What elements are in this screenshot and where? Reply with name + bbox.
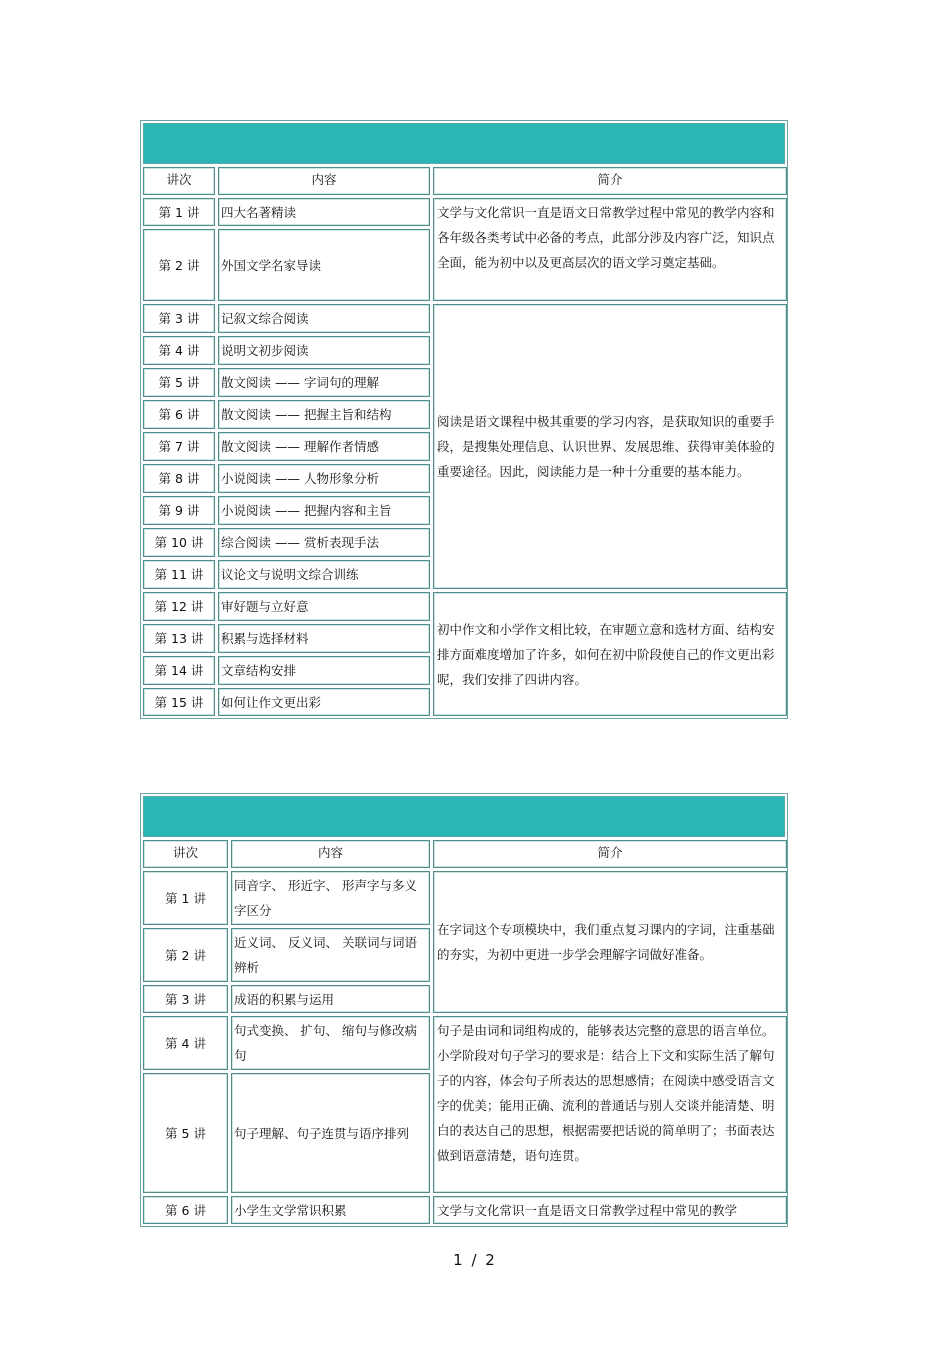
table-row-num: 第 14 讲 [143,656,215,685]
table-row-num: 第 15 讲 [143,688,215,716]
table-row-num: 第 2 讲 [143,229,215,301]
table-row-content: 散文阅读 —— 把握主旨和结构 [218,400,430,429]
table-row-num: 第 8 讲 [143,464,215,493]
table-row-num: 第 6 讲 [143,400,215,429]
page-number: 1 / 2 [453,1251,497,1269]
intro-writing: 初中作文和小学作文相比较，在审题立意和选材方面、结构安排方面难度增加了许多，如何在初中阶段使自己的作文更出彩呢，我们安排了四讲内容。 [433,592,787,716]
intro-reading: 阅读是语文课程中极其重要的学习内容，是获取知识的重要手段，是搜集处理信息、认识世界、发展思维、获得审美体验的重要途径。因此，阅读能力是一种十分重要的基本能力。 [433,304,787,589]
course-table-2 [140,793,788,1227]
table-row-content: 积累与选择材料 [218,624,430,653]
table-2-banner [143,796,785,837]
table-row-content: 说明文初步阅读 [218,336,430,365]
table-row-num: 第 4 讲 [143,336,215,365]
intro-literature-partial: 文学与文化常识一直是语文日常教学过程中常见的教学 [433,1196,787,1224]
intro-literature: 文学与文化常识一直是语文日常教学过程中常见的教学内容和各年级各类考试中必备的考点，此部分涉及内容广泛，知识点全面，能为初中以及更高层次的语文学习奠定基础。 [433,198,787,301]
table-row-content: 四大名著精读 [218,198,430,226]
table-row-num: 第 5 讲 [143,368,215,397]
table-row-content: 议论文与说明文综合训练 [218,560,430,589]
table-row-content: 综合阅读 —— 赏析表现手法 [218,528,430,557]
table-row-num: 第 3 讲 [143,304,215,333]
table-row-content: 句式变换、 扩句、 缩句与修改病句 [231,1016,430,1070]
table-row-num: 第 11 讲 [143,560,215,589]
header-intro: 简介 [433,840,787,868]
intro-characters-words: 在字词这个专项模块中，我们重点复习课内的字词，注重基础的夯实，为初中更进一步学会理解字词做好准备。 [433,871,787,1013]
table-row-num: 第 5 讲 [143,1073,228,1193]
table-row-content: 审好题与立好意 [218,592,430,621]
table-row-content: 小学生文学常识积累 [231,1196,430,1224]
table-row-content: 小说阅读 —— 人物形象分析 [218,464,430,493]
table-row-content: 散文阅读 —— 理解作者情感 [218,432,430,461]
table-row-num: 第 13 讲 [143,624,215,653]
table-row-num: 第 10 讲 [143,528,215,557]
table-row-num: 第 2 讲 [143,928,228,982]
table-row-num: 第 12 讲 [143,592,215,621]
table-row-num: 第 1 讲 [143,871,228,925]
intro-sentences: 句子是由词和词组构成的，能够表达完整的意思的语言单位。小学阶段对句子学习的要求是：结合上下文和实际生活了解句子的内容，体会句子所表达的思想感情；在阅读中感受语言文字的优美；能用正确、流利的普通话与别人交谈并能清楚、明白的表达自己的思想，根据需要把话说的简单明了；书面表达做到语意清楚，语句连贯。 [433,1016,787,1193]
header-content: 内容 [231,840,430,868]
course-table-1 [140,120,788,719]
table-row-num: 第 1 讲 [143,198,215,226]
table-row-num: 第 3 讲 [143,985,228,1013]
table-row-content: 小说阅读 —— 把握内容和主旨 [218,496,430,525]
table-row-num: 第 7 讲 [143,432,215,461]
table-row-content: 外国文学名家导读 [218,229,430,301]
table-row-num: 第 9 讲 [143,496,215,525]
table-1-banner [143,123,785,164]
table-row-content: 文章结构安排 [218,656,430,685]
table-row-num: 第 6 讲 [143,1196,228,1224]
table-row-content: 句子理解、句子连贯与语序排列 [231,1073,430,1193]
table-row-num: 第 4 讲 [143,1016,228,1070]
header-lecture: 讲次 [143,840,228,868]
table-row-content: 同音字、 形近字、 形声字与多义字区分 [231,871,430,925]
table-row-content: 近义词、 反义词、 关联词与词语辨析 [231,928,430,982]
table-row-content: 如何让作文更出彩 [218,688,430,716]
header-content: 内容 [218,167,430,195]
table-row-content: 散文阅读 —— 字词句的理解 [218,368,430,397]
header-lecture: 讲次 [143,167,215,195]
header-intro: 简介 [433,167,787,195]
table-row-content: 成语的积累与运用 [231,985,430,1013]
table-row-content: 记叙文综合阅读 [218,304,430,333]
